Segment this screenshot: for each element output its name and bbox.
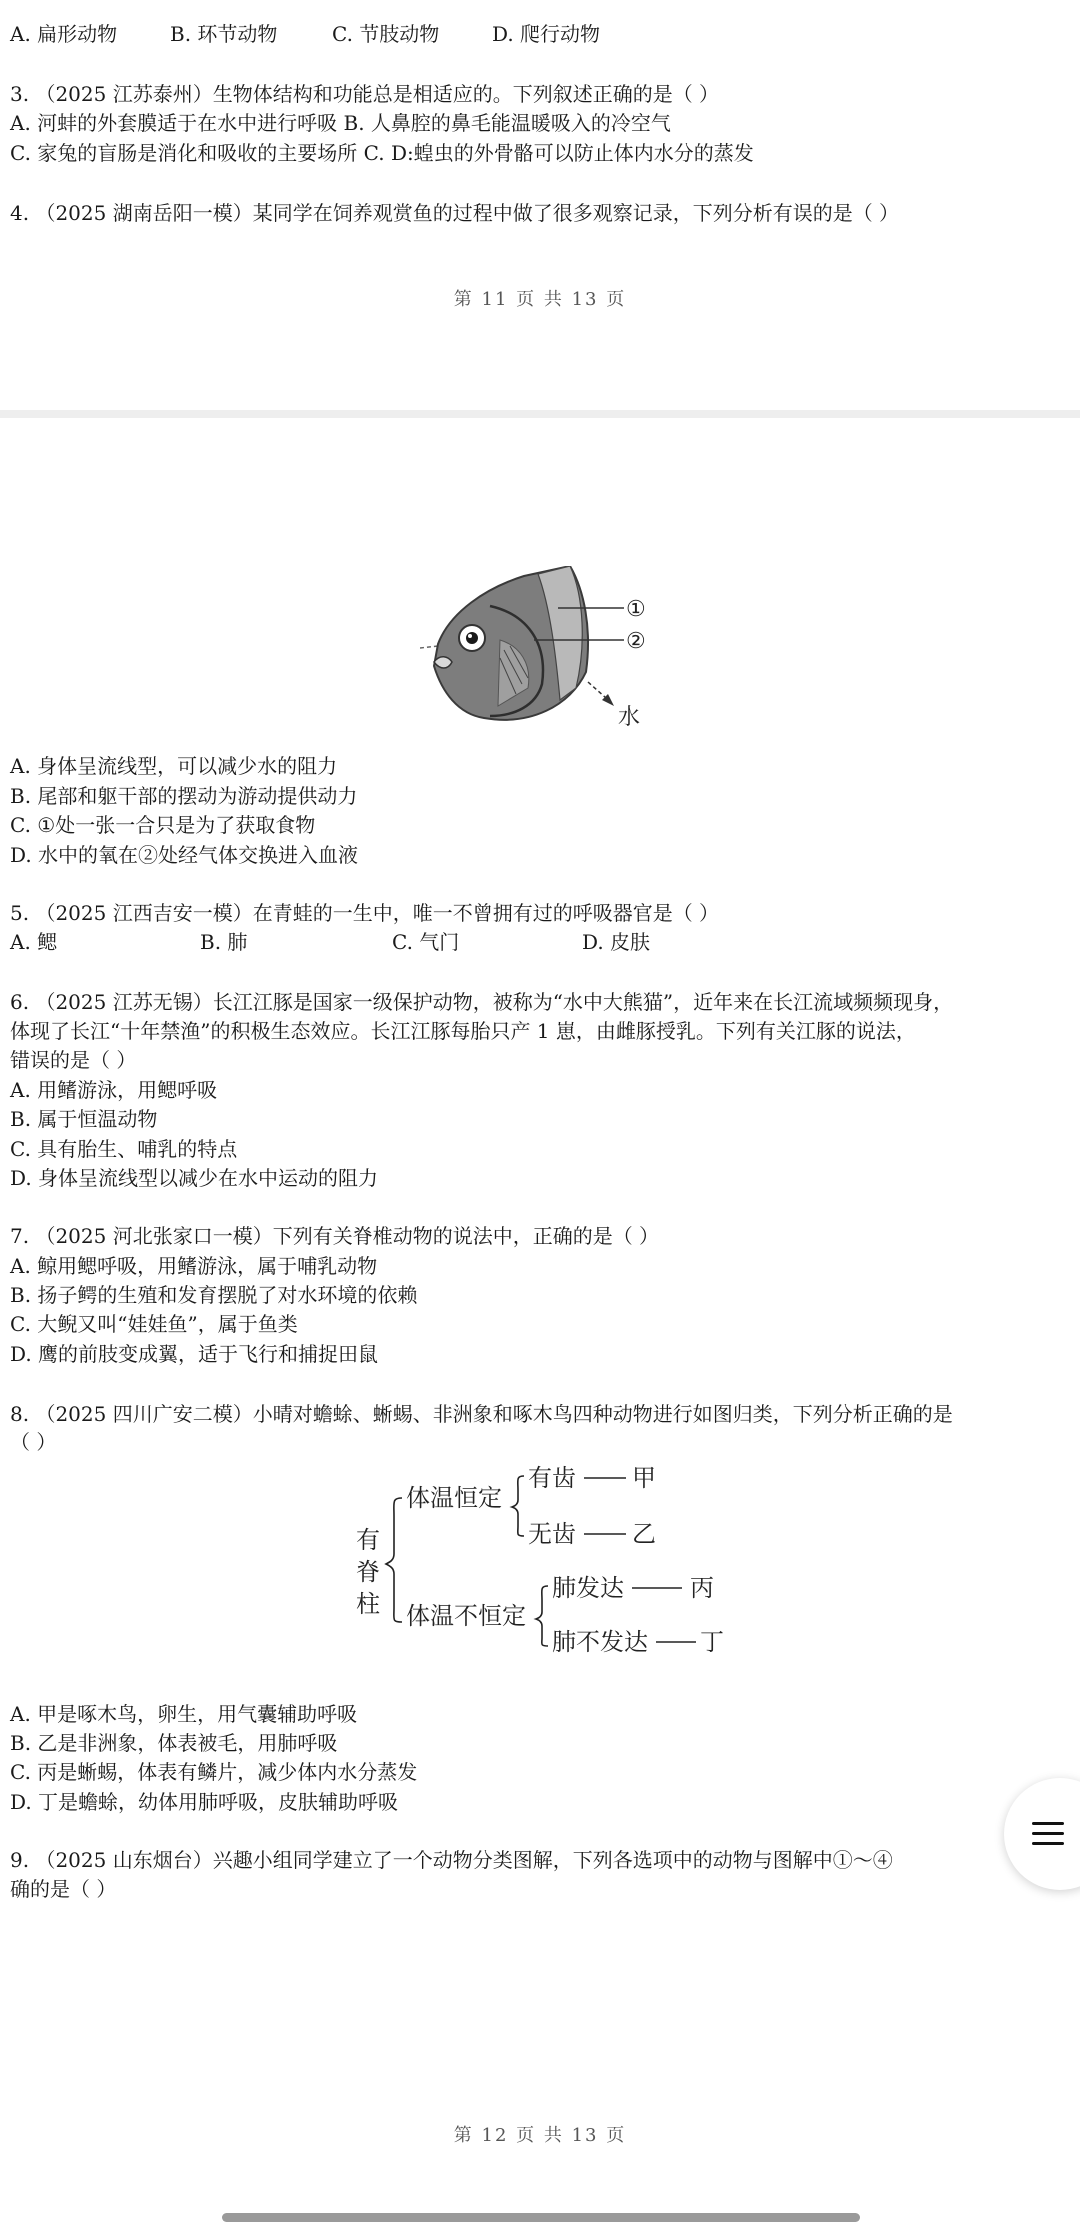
- diagram-leaf-ding: 丁: [700, 1628, 724, 1656]
- page-separator: [0, 410, 1080, 418]
- q5-option-c: C. 气门: [392, 930, 460, 954]
- diagram-root-char-1: 有: [356, 1526, 380, 1554]
- q4-option-d: D. 水中的氧在②处经气体交换进入血液: [10, 843, 359, 867]
- q4-option-b: B. 尾部和躯干部的摆动为游动提供动力: [10, 784, 358, 808]
- q8-stem-line2: （ ）: [10, 1430, 57, 1454]
- q5-stem: 5. （2025 江西吉安一模）在青蛙的一生中，唯一不曾拥有过的呼吸器官是（ ）: [10, 901, 720, 925]
- diagram-root-char-2: 脊: [356, 1558, 380, 1586]
- fish-gill-figure: [420, 566, 690, 736]
- diagram-leaf-lungs-underdeveloped: 肺不发达: [552, 1628, 648, 1656]
- q3-stem: 3. （2025 江苏泰州）生物体结构和功能总是相适应的。下列叙述正确的是（ ）: [10, 82, 720, 106]
- q6-option-a: A. 用鳍游泳，用鳃呼吸: [10, 1078, 218, 1102]
- diagram-branch-variable-temp: 体温不恒定: [406, 1602, 526, 1630]
- q6-stem-line3: 错误的是（ ）: [10, 1048, 137, 1072]
- document-page-12: [0, 418, 1080, 2231]
- diagram-branch-constant-temp: 体温恒定: [406, 1484, 502, 1512]
- q9-stem-line2: 确的是（ ）: [10, 1877, 117, 1901]
- q5-options: [10, 930, 650, 954]
- document-page-11: [0, 0, 1080, 410]
- q7-option-d: D. 鹰的前肢变成翼，适于飞行和捕捉田鼠: [10, 1342, 379, 1366]
- home-indicator[interactable]: [222, 2213, 860, 2222]
- q8-option-b: B. 乙是非洲象，体表被毛，用肺呼吸: [10, 1731, 338, 1755]
- q5-option-a: A. 鳃: [10, 930, 58, 954]
- diagram-leaf-no-teeth: 无齿: [528, 1520, 576, 1548]
- q3-options-line1: A. 河蚌的外套膜适于在水中进行呼吸 B. 人鼻腔的鼻毛能温暖吸入的冷空气: [10, 111, 671, 135]
- q9-stem-line1: 9. （2025 山东烟台）兴趣小组同学建立了一个动物分类图解，下列各选项中的动物与图解中①～④: [10, 1848, 893, 1872]
- q6-option-b: B. 属于恒温动物: [10, 1107, 158, 1131]
- page-footer-11: 第 11 页 共 13 页: [453, 289, 627, 310]
- q6-stem-line1: 6. （2025 江苏无锡）长江江豚是国家一级保护动物，被称为“水中大熊猫”，近年来在长江流域频频现身，: [10, 990, 954, 1014]
- q6-option-c: C. 具有胎生、哺乳的特点: [10, 1137, 238, 1161]
- q8-option-d: D. 丁是蟾蜍，幼体用肺呼吸，皮肤辅助呼吸: [10, 1790, 399, 1814]
- page-footer-12: 第 12 页 共 13 页: [453, 2125, 627, 2146]
- classification-diagram: [350, 1460, 750, 1686]
- q4-option-a: A. 身体呈流线型，可以减少水的阻力: [10, 754, 338, 778]
- fish-label-1: ①: [626, 597, 646, 622]
- q2-option-b: B. 环节动物: [170, 22, 278, 46]
- q6-option-d: D. 身体呈流线型以减少在水中运动的阻力: [10, 1166, 379, 1190]
- q8-option-a: A. 甲是啄木鸟，卵生，用气囊辅助呼吸: [10, 1702, 358, 1726]
- diagram-root-char-3: 柱: [356, 1590, 380, 1618]
- menu-button[interactable]: [1004, 1778, 1080, 1890]
- q5-option-d: D. 皮肤: [582, 930, 651, 954]
- q7-option-b: B. 扬子鳄的生殖和发育摆脱了对水环境的依赖: [10, 1283, 418, 1307]
- q2-option-d: D. 爬行动物: [492, 22, 601, 46]
- q7-option-a: A. 鲸用鳃呼吸，用鳍游泳，属于哺乳动物: [10, 1254, 378, 1278]
- diagram-leaf-jia: 甲: [632, 1464, 656, 1492]
- q7-stem: 7. （2025 河北张家口一模）下列有关脊椎动物的说法中，正确的是（ ）: [10, 1224, 660, 1248]
- diagram-leaf-bing: 丙: [690, 1574, 714, 1602]
- q2-option-a: A. 扁形动物: [10, 22, 118, 46]
- q3-options-line2: C. 家兔的盲肠是消化和吸收的主要场所 C. D:蝗虫的外骨骼可以防止体内水分的蒸发: [10, 141, 754, 165]
- fish-label-2: ②: [626, 629, 646, 654]
- diagram-leaf-teeth: 有齿: [528, 1464, 576, 1492]
- q6-stem-line2: 体现了长江“十年禁渔”的积极生态效应。长江江豚每胎只产 1 崽，由雌豚授乳。下列有关江豚的说法，: [10, 1019, 916, 1043]
- q8-stem-line1: 8. （2025 四川广安二模）小晴对蟾蜍、蜥蜴、非洲象和啄木鸟四种动物进行如图归类，下列分析正确的是: [10, 1402, 953, 1426]
- q4-option-c: C. ①处一张一合只是为了获取食物: [10, 813, 316, 837]
- q7-option-c: C. 大鲵又叫“娃娃鱼”，属于鱼类: [10, 1312, 298, 1336]
- fish-label-water: 水: [618, 705, 641, 730]
- q8-option-c: C. 丙是蜥蜴，体表有鳞片，减少体内水分蒸发: [10, 1760, 418, 1784]
- q5-option-b: B. 肺: [200, 930, 248, 954]
- diagram-leaf-yi: 乙: [632, 1520, 656, 1548]
- q2-option-c: C. 节肢动物: [332, 22, 440, 46]
- q4-stem: 4. （2025 湖南岳阳一模）某同学在饲养观赏鱼的过程中做了很多观察记录，下列分析有误的是（ ）: [10, 201, 900, 225]
- diagram-leaf-lungs-developed: 肺发达: [552, 1574, 624, 1602]
- q2-options: [10, 22, 600, 46]
